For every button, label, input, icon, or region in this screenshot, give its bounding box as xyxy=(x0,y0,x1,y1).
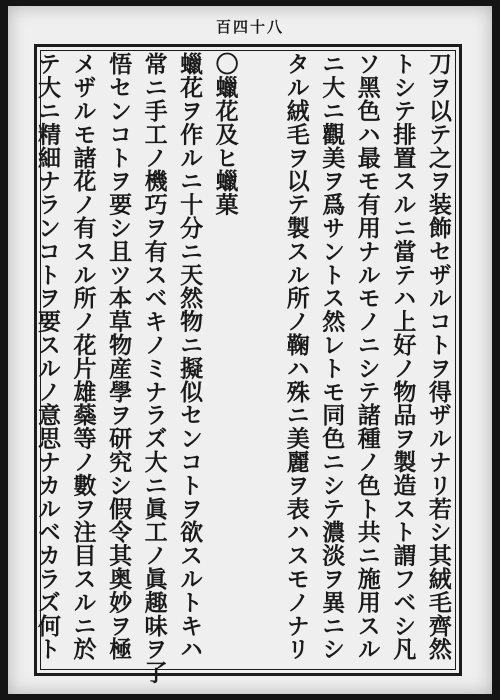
text-column: 悟センコトヲ要シ且ツ本草物産學ヲ研究シ假令其奥妙ヲ極 xyxy=(105,52,133,661)
text-column: 蠟花ヲ作ルニ十分ニ天然物ニ擬似センコトヲ欲スルトキハ xyxy=(176,52,204,661)
text-column: 刀ヲ以テ之ヲ装飾セザルコトヲ得ザルナリ若シ其絨毛齊然 xyxy=(424,52,452,661)
text-column: タル絨毛ヲ以テ製スル所ノ鞠ハ殊ニ美麗ヲ表ハスモノナリ xyxy=(282,52,310,661)
page-number: 百四十八 xyxy=(215,18,284,36)
section-heading: 〇蠟花及ヒ蠟菓 xyxy=(211,52,239,216)
blank-column xyxy=(249,52,272,656)
text-column: トシテ排置スルニ當テハ上好ノ物品ヲ製造スト謂フベシ凡 xyxy=(389,52,417,661)
text-column: テ大ニ精細ナランコトヲ要スルノ意思ナカルベカラズ何ト xyxy=(34,52,61,661)
text-column: ソ黑色ハ最モ有用ナルモノニシテ諸種ノ色ト共ニ施用スル xyxy=(353,52,381,661)
text-column: メザルモ諸花ノ有スル所ノ花片雄蘂等ノ數ヲ注目スルニ於 xyxy=(69,52,97,661)
text-column: 常ニ手工ノ機巧ヲ有スベキノミナラズ大ニ眞工ノ眞趣味ヲ了 xyxy=(140,52,168,684)
vertical-text-body xyxy=(34,52,452,684)
text-column: ニ大ニ觀美ヲ爲サントス然レトモ同色ニシテ濃淡ヲ異ニシ xyxy=(318,52,346,661)
